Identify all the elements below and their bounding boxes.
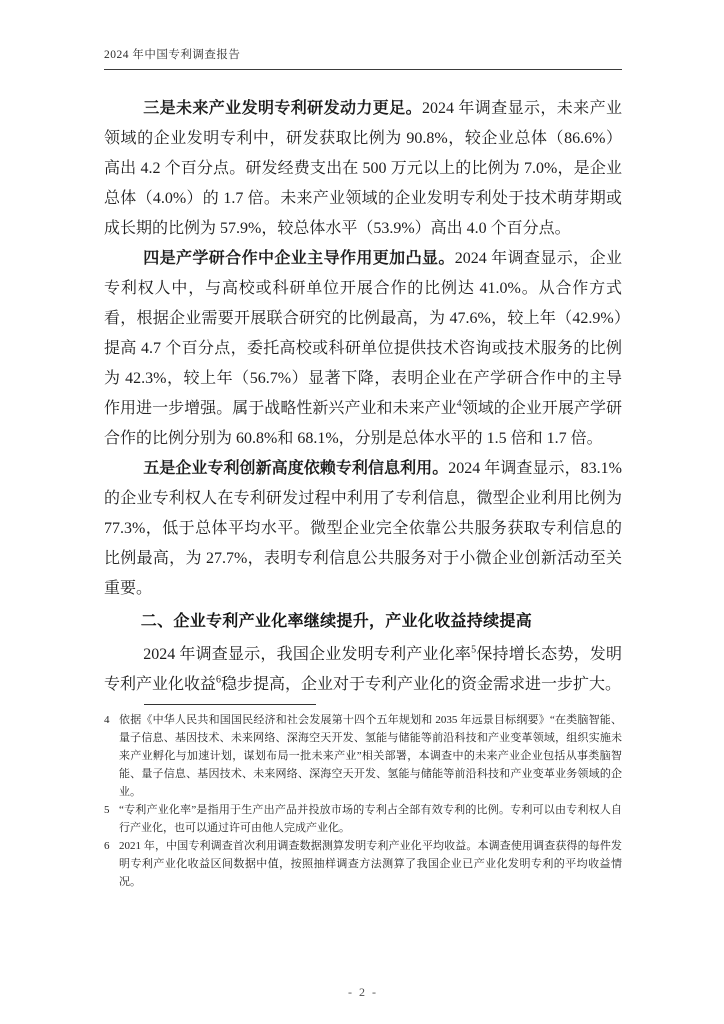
body-paragraph — [104, 244, 622, 454]
paragraph-text: 领域的企业开展产学研合作的比例分别为 60.8%和 68.1%，分别是总体水平的 1.5 倍和 1.7 倍。 — [104, 400, 622, 447]
footnote-ref: 5 — [471, 644, 477, 656]
page-number: - 2 - — [348, 985, 378, 999]
footnote-ref: 6 — [216, 674, 222, 686]
paragraph-text: 2024 年调查显示，未来产业领域的企业发明专利中，研发获取比例为 90.8%，较企业总体（86.6%）高出 4.2 个百分点。研发经费支出在 500 万元以上的比例为 7.0%，是企业总体（4.0%）的 1.7 倍。未来产业领域的企业发明专利处于技术萌芽期或成长期的比例为 57.9%，较总体水平（53.9%）高出 4.0 个百分点。 — [104, 100, 622, 237]
section-heading — [104, 607, 622, 637]
footnotes-section — [104, 704, 622, 891]
footnote-marker: 5 — [104, 804, 110, 816]
paragraph-text: 二、企业专利产业化率继续提升，产业化收益持续提高 — [140, 613, 532, 630]
paragraph-text: 2024 年调查显示，我国企业发明专利产业化率 — [143, 646, 472, 663]
footnote-text: 依据《中华人民共和国国民经济和社会发展第十四个五年规划和 2035 年远景目标纲要》“在类脑智能、量子信息、基因技术、未来网络、深海空天开发、氢能与储能等前沿科技和产业变革领域，组织实施未来产业孵化与加速计划，谋划布局一批未来产业”相关部署，本调查中的未来产业企业包括从事类脑智能、量子信息、基因技术、未来网络、深海空天开发、氢能与储能等前沿科技和产业变革业务领域的企业。 — [119, 714, 622, 798]
footnote — [104, 837, 622, 891]
footnotes-list — [104, 711, 622, 891]
footnote-text: “专利产业化率”是指用于生产出产品并投放市场的专利占全部有效专利的比例。专利可以由专利权人自行产业化，也可以通过许可由他人完成产业化。 — [119, 804, 622, 834]
footnote — [104, 801, 622, 837]
footnote-text: 2021 年，中国专利调查首次利用调查数据测算发明专利产业化平均收益。本调查使用调查获得的每件发明专利产业化收益区间数据中值，按照抽样调查方法测算了我国企业已产业化发明专利的平均收益情况。 — [119, 840, 622, 888]
footnote-separator — [144, 704, 316, 705]
document-body — [104, 94, 622, 700]
body-paragraph — [104, 454, 622, 604]
body-paragraph — [104, 94, 622, 244]
paragraph-text: 稳步提高，企业对于专利产业化的资金需求进一步扩大。 — [221, 676, 622, 693]
paragraph-lead: 三是未来产业发明专利研发动力更足。 — [143, 100, 422, 117]
footnote-ref: 4 — [456, 398, 462, 410]
paragraph-lead: 四是产学研合作中企业主导作用更加凸显。 — [143, 250, 455, 267]
paragraph-text: 保持增长态势，发明专利产业化收益 — [104, 646, 622, 693]
paragraph-text: 2024 年调查显示，83.1%的企业专利权人在专利研发过程中利用了专利信息，微型企业利用比例为 77.3%，低于总体平均水平。微型企业完全依靠公共服务获取专利信息的比例最高，为 27.7%，表明专利信息公共服务对于小微企业创新活动至关重要。 — [104, 460, 622, 597]
footnote-marker: 6 — [104, 840, 110, 852]
paragraph-text: 2024 年调查显示，企业专利权人中，与高校或科研单位开展合作的比例达 41.0%。从合作方式看，根据企业需要开展联合研究的比例最高，为 47.6%，较上年（42.9%）提高 4.7 个百分点，委托高校或科研单位提供技术咨询或技术服务的比例为 42.3%，较上年（56.7%）显著下降，表明企业在产学研合作中的主导作用进一步增强。属于战略性新兴产业和未来产业 — [104, 250, 622, 417]
footnote — [104, 711, 622, 801]
paragraph-lead: 五是企业专利创新高度依赖专利信息利用。 — [143, 460, 449, 477]
body-paragraph — [104, 640, 622, 700]
footnote-marker: 4 — [104, 714, 110, 726]
running-header: 2024 年中国专利调查报告 — [104, 46, 622, 70]
